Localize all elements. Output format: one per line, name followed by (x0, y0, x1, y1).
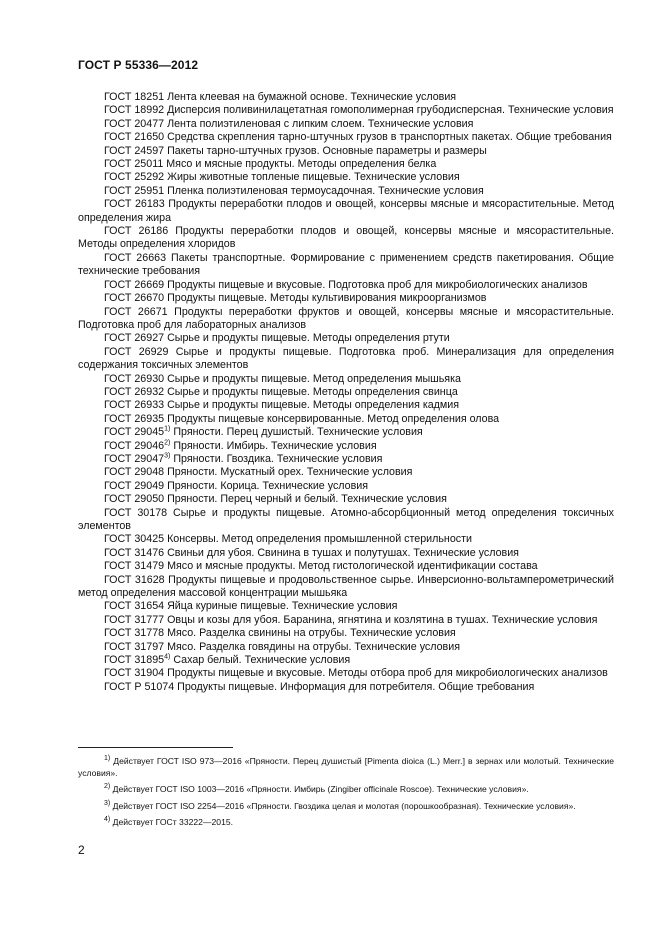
footnote-mark: 4) (104, 816, 111, 824)
footnote-text: Действует ГОСТ ISO 1003—2016 «Пряности. Имбирь (Zingiber officinale Roscoe). Технические условия». (112, 784, 529, 794)
reference-title: Продукты пищевые. Методы культивирования микроорганизмов (167, 292, 487, 305)
reference-code: ГОСТ 25011 (104, 158, 164, 171)
reference-title: Свиньи для убоя. Свинина в тушах и полутушах. Технические условия (167, 546, 519, 559)
reference-item (78, 185, 614, 198)
reference-item (78, 466, 614, 479)
footnote (78, 801, 614, 813)
reference-title: Продукты пищевые и вкусовые. Подготовка проб для микробиологических анализов (167, 278, 588, 291)
reference-item (78, 681, 614, 694)
reference-title: Лента полиэтиленовая с липким слоем. Технические условия (167, 117, 474, 130)
reference-title: Пакеты тарно-штучных грузов. Основные параметры и размеры (167, 144, 487, 157)
reference-code: ГОСТ 26186 (104, 225, 169, 238)
reference-title: Овцы и козы для убоя. Баранина, ягнятина и козлятина в тушах. Технические условия (167, 613, 598, 626)
reference-code: ГОСТ 26933 (104, 399, 165, 412)
reference-code: ГОСТ 29049 (104, 479, 165, 492)
reference-code: ГОСТ 29050 (104, 493, 165, 506)
reference-title: Пряности. Мускатный орех. Технические условия (167, 466, 413, 479)
reference-title: Продукты переработки плодов и овощей, консервы мясные и мясорастительные. Методы определения хлоридов (78, 225, 614, 251)
footnote-text: Действует ГОСт 33222—2015. (112, 817, 234, 827)
reference-title: Сахар белый. Технические условия (173, 654, 351, 667)
reference-code: ГОСТ 26929 (104, 345, 169, 358)
reference-title: Мясо. Разделка свинины на отрубы. Технические условия (167, 627, 456, 640)
footnote (78, 756, 614, 779)
reference-title: Пряности. Перец черный и белый. Технические условия (167, 493, 447, 506)
reference-item (78, 118, 614, 131)
reference-item (78, 654, 614, 667)
footnote-marker: 1) (164, 425, 171, 433)
reference-code: ГОСТ 31777 (104, 613, 165, 626)
reference-item (78, 614, 614, 627)
reference-title: Сырье и продукты пищевые. Метод определения мышьяка (167, 372, 461, 385)
reference-code: ГОСТ 31479 (104, 560, 165, 573)
reference-code: ГОСТ 30178 (104, 506, 168, 519)
reference-title: Дисперсия поливинилацетатная гомополимерная грубодисперсная. Технические условия (167, 104, 614, 117)
reference-title: Средства скрепления тарно-штучных грузов в транспортных пакетах. Общие требования (167, 131, 612, 144)
reference-item (78, 574, 614, 601)
reference-item (78, 292, 614, 305)
reference-item (78, 306, 614, 333)
reference-title: Пряности. Гвоздика. Технические условия (173, 452, 383, 465)
reference-code: ГОСТ 26183 (104, 198, 165, 211)
reference-title: Сырье и продукты пищевые. Подготовка проб. Минерализация для определения содержания токсичных элементов (78, 345, 614, 372)
footnote-mark: 3) (104, 799, 111, 807)
reference-item (78, 91, 614, 104)
reference-title: Жиры животные топленые пищевые. Технические условия (167, 171, 460, 184)
reference-code: ГОСТ 26670 (104, 292, 165, 305)
reference-code: ГОСТ 31628 (104, 573, 165, 586)
reference-code: ГОСТ 26663 (104, 251, 167, 264)
reference-code: ГОСТ 31778 (104, 627, 165, 640)
reference-title: Пряности. Имбирь. Технические условия (173, 439, 377, 452)
reference-code: ГОСТ 29048 (104, 466, 165, 479)
reference-title: Продукты пищевые и продовольственное сырье. Инверсионно-вольтамперометрический метод определения массовой концентрации мышьяка (78, 573, 614, 600)
reference-title: Яйца куриные пищевые. Технические условия (167, 600, 398, 613)
footnote-text: Действует ГОСТ ISO 2254—2016 «Пряности. Гвоздика целая и молотая (порошкообразная). Технические условия». (112, 800, 576, 811)
reference-title: Продукты пищевые и вкусовые. Методы отбора проб для микробиологических анализов (167, 667, 608, 680)
reference-code: ГОСТ 31895 (104, 654, 165, 667)
reference-code: ГОСТ 18992 (104, 104, 165, 117)
reference-code: ГОСТ 26669 (104, 278, 165, 291)
reference-code: ГОСТ 26927 (104, 332, 165, 345)
reference-code: ГОСТ 31654 (104, 600, 165, 613)
reference-title: Пленка полиэтиленовая термоусадочная. Технические условия (167, 184, 484, 197)
reference-item (78, 131, 614, 144)
footnote-mark: 2) (104, 783, 111, 791)
document-header: ГОСТ Р 55336—2012 (78, 58, 199, 72)
reference-item (78, 667, 614, 680)
footnote-mark: 1) (104, 755, 111, 763)
reference-code: ГОСТ 18251 (104, 91, 165, 103)
page-number: 2 (78, 843, 85, 857)
reference-item (78, 453, 614, 466)
reference-title: Продукты переработки фруктов и овощей, консервы мясные и мясорастительные. Подготовка проб для лабораторных анализов (78, 305, 614, 331)
reference-title: Продукты пищевые. Информация для потребителя. Общие требования (177, 680, 535, 693)
reference-item (78, 507, 614, 534)
reference-code: ГОСТ 20477 (104, 117, 165, 130)
reference-title: Пряности. Корица. Технические условия (167, 479, 369, 492)
reference-code: ГОСТ 31797 (104, 640, 165, 653)
reference-item (78, 641, 614, 654)
reference-title: Лента клеевая на бумажной основе. Технические условия (167, 91, 457, 103)
reference-code: ГОСТ 30425 (104, 533, 165, 546)
reference-code: ГОСТ 31904 (104, 667, 165, 680)
reference-title: Консервы. Метод определения промышленной стерильности (167, 533, 472, 546)
footnote-marker: 3) (164, 452, 171, 460)
reference-title: Мясо и мясные продукты. Методы определения белка (166, 158, 437, 171)
reference-title: Мясо и мясные продукты. Метод гистологической идентификации состава (167, 560, 538, 573)
reference-title: Мясо. Разделка говядины на отрубы. Технические условия (167, 640, 460, 653)
reference-item (78, 145, 614, 158)
reference-code: ГОСТ 29047 (104, 452, 165, 465)
reference-code: ГОСТ 26932 (104, 385, 165, 398)
reference-title: Сырье и продукты пищевые. Методы определения ртути (167, 332, 450, 345)
footnotes-list (78, 756, 614, 834)
reference-code: ГОСТ 26930 (104, 372, 165, 385)
reference-item (78, 104, 614, 117)
footnote-text: Действует ГОСТ ISO 973—2016 «Пряности. Перец душистый [Pimenta dioica (L.) Merr.] в зернах или молотый. Технические условия». (78, 756, 614, 778)
footnote-divider (78, 747, 233, 748)
reference-item (78, 171, 614, 184)
reference-title: Сырье и продукты пищевые. Методы определения свинца (167, 385, 458, 398)
reference-title: Пряности. Перец душистый. Технические условия (173, 426, 423, 439)
reference-item (78, 386, 614, 399)
reference-item (78, 373, 614, 386)
reference-item (78, 533, 614, 546)
reference-code: ГОСТ 31476 (104, 546, 165, 559)
reference-item (78, 560, 614, 573)
footnote-marker: 4) (164, 653, 171, 661)
footnote (78, 817, 614, 829)
reference-item (78, 493, 614, 506)
reference-title: Продукты переработки плодов и овощей, консервы мясные и мясорастительные. Метод определения жира (78, 198, 614, 224)
reference-title: Продукты пищевые консервированные. Метод определения олова (167, 412, 500, 425)
reference-code: ГОСТ 25951 (104, 184, 165, 197)
reference-item (78, 547, 614, 560)
reference-item (78, 252, 614, 279)
reference-item (78, 225, 614, 252)
reference-code: ГОСТ Р 51074 (104, 680, 175, 693)
reference-item (78, 279, 614, 292)
reference-item (78, 440, 614, 453)
reference-item (78, 426, 614, 439)
normative-references-list (78, 91, 614, 694)
reference-item (78, 332, 614, 345)
reference-code: ГОСТ 24597 (104, 144, 165, 157)
reference-code: ГОСТ 29045 (104, 426, 165, 439)
reference-item (78, 627, 614, 640)
footnote-marker: 2) (164, 439, 171, 446)
reference-title: Сырье и продукты пищевые. Методы определения кадмия (167, 399, 460, 412)
reference-code: ГОСТ 29046 (104, 439, 165, 452)
reference-code: ГОСТ 26935 (104, 412, 165, 425)
reference-code: ГОСТ 26671 (104, 305, 168, 318)
reference-item (78, 346, 614, 373)
reference-item (78, 480, 614, 493)
reference-item (78, 399, 614, 412)
reference-title: Сырье и продукты пищевые. Атомно-абсорбционный метод определения токсичных элементов (78, 506, 614, 532)
footnote (78, 784, 614, 796)
reference-code: ГОСТ 21650 (104, 131, 165, 144)
reference-item (78, 413, 614, 426)
reference-item (78, 198, 614, 225)
reference-item (78, 158, 614, 171)
reference-item (78, 600, 614, 613)
reference-title: Пакеты транспортные. Формирование с применением средств пакетирования. Общие технические требования (78, 251, 614, 278)
reference-code: ГОСТ 25292 (104, 171, 165, 184)
